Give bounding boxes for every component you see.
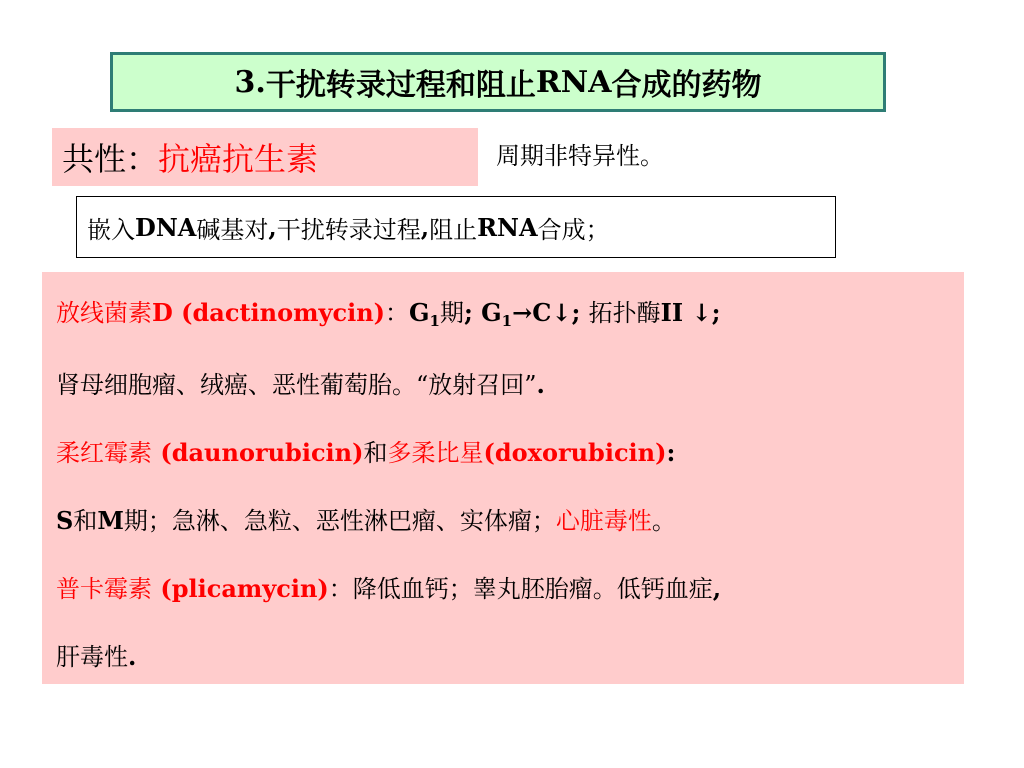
- daunorubicin-colon: :: [666, 438, 676, 467]
- drug-list-panel: [42, 272, 964, 684]
- hepatotoxicity-label: 肝毒性: [56, 643, 128, 671]
- mech-rna: RNA: [477, 212, 538, 242]
- arrow-down-icon: ↓: [551, 298, 572, 327]
- semicolon-2: ;: [571, 298, 589, 327]
- plicamycin-period: .: [128, 642, 137, 671]
- cell-cycle-note: 周期非特异性。: [496, 142, 664, 170]
- semicolon-3: ;: [711, 298, 721, 327]
- and-label: 和: [73, 507, 98, 535]
- mech-comma-1: ,: [268, 212, 277, 242]
- semicolon-1: ;: [463, 298, 482, 327]
- actinomycin-line-2: [56, 358, 964, 426]
- common-label: 共性：: [62, 140, 159, 178]
- arrow-down-icon-2: ↓: [691, 298, 712, 327]
- actinomycin-en-name: D (dactinomycin): [152, 298, 386, 327]
- topo-label: 拓扑酶: [588, 299, 661, 327]
- topo-ii-label: II: [660, 298, 692, 327]
- daunorubicin-indications: 期；急淋、急粒、恶性淋巴瘤、实体瘤；: [123, 507, 556, 535]
- mechanism-box: [76, 196, 836, 258]
- title-text-a: 干扰转录过程和阻止: [265, 68, 536, 103]
- plicamycin-line-2: [56, 630, 964, 698]
- plicamycin-indications: 降低血钙；睾丸胚胎瘤。低钙血症: [352, 575, 713, 603]
- daunorubicin-cn-name: 柔红霉素: [56, 439, 152, 467]
- phase-label: 期: [439, 299, 464, 327]
- daunorubicin-line-2: [56, 494, 964, 562]
- daunorubicin-end: 。: [651, 507, 676, 535]
- mech-part-5: 合成；: [537, 215, 610, 244]
- g1-label: G: [409, 298, 430, 327]
- arrow-right-icon: →: [512, 298, 533, 327]
- mech-dna: DNA: [135, 212, 197, 242]
- common-property-box: [52, 128, 478, 186]
- actinomycin-indications: 肾母细胞瘤、绒癌、恶性葡萄胎。“放射召回”: [56, 371, 537, 399]
- daunorubicin-en-name: (daunorubicin): [152, 438, 364, 467]
- slide-title: [110, 52, 886, 112]
- m-phase-label: M: [97, 506, 124, 535]
- c-label: C: [532, 298, 552, 327]
- plicamycin-line-1: [56, 562, 964, 630]
- g1-label-2: G: [481, 298, 502, 327]
- actinomycin-colon: ：: [385, 299, 410, 327]
- cardiotoxicity-label: 心脏毒性: [555, 507, 652, 535]
- title-rna: RNA: [535, 64, 612, 100]
- actinomycin-period: .: [536, 370, 545, 399]
- daunorubicin-line-1: [56, 426, 964, 494]
- doxorubicin-cn-name: 多柔比星: [387, 439, 484, 467]
- daunorubicin-and: 和: [363, 439, 388, 467]
- doxorubicin-en-name: (doxorubicin): [483, 438, 667, 467]
- g1-subscript: 1: [429, 312, 440, 330]
- plicamycin-colon: ：: [328, 575, 353, 603]
- s-phase-label: S: [56, 506, 74, 535]
- plicamycin-cn-name: 普卡霉素: [56, 575, 152, 603]
- actinomycin-line-1: [56, 286, 964, 358]
- mech-part-1: 嵌入: [87, 215, 135, 244]
- g1-subscript-2: 1: [501, 312, 513, 330]
- mech-part-3: 干扰转录过程: [276, 215, 421, 244]
- common-value: 抗癌抗生素: [158, 140, 319, 178]
- plicamycin-comma: ,: [712, 574, 722, 603]
- title-prefix: 3.: [234, 64, 266, 100]
- mech-part-4: 阻止: [429, 215, 478, 244]
- mech-comma-2: ,: [420, 212, 430, 242]
- plicamycin-en-name: (plicamycin): [152, 574, 329, 603]
- mech-part-2: 碱基对: [196, 215, 269, 244]
- title-text-b: 合成的药物: [611, 68, 762, 103]
- actinomycin-cn-name: 放线菌素: [56, 299, 152, 327]
